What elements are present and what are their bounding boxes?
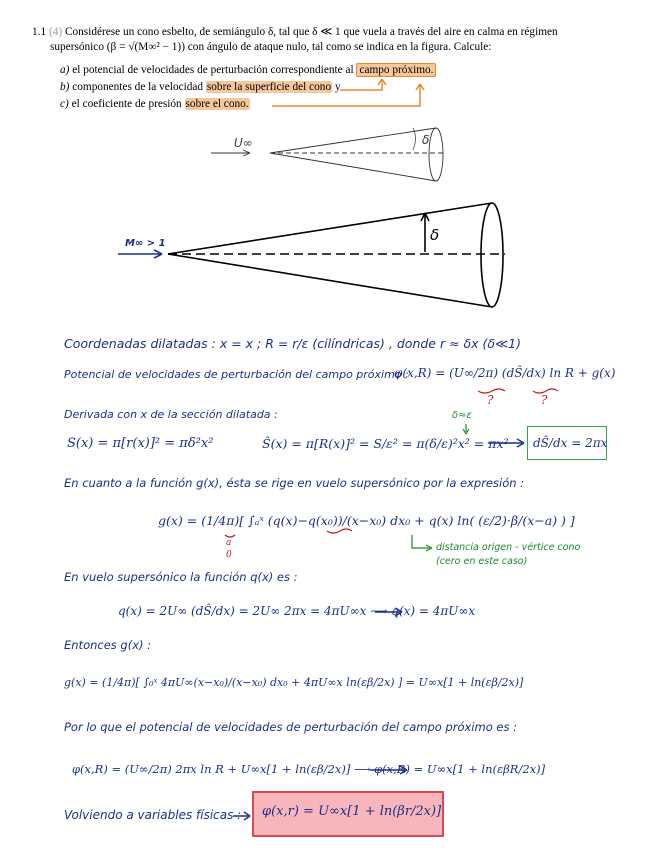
g-result-equation: g(x) = (1/4π)[ ∫₀ˣ 4πU∞(x−x₀)/(x−x₀) dx₀ + 4πU∞x ln(εβ/2x) ] = U∞x[1 + ln(εβ/2x)]: [64, 676, 524, 689]
difficulty-badge: (4): [48, 26, 63, 38]
distance-note-2: (cero en este caso): [436, 556, 528, 567]
coords-line: Coordenadas dilatadas : x = x ; R = r/ε (cilíndricas) , donde r ≈ δx (δ≪1): [64, 336, 521, 351]
then-label: Entonces g(x) :: [64, 638, 152, 652]
highlight-campo-proximo: campo próximo.: [356, 63, 436, 77]
return-label: Volviendo a variables físicas :: [64, 808, 242, 822]
q-intro: En vuelo supersónico la función q(x) es :: [64, 570, 298, 584]
delta-label-small: δ: [422, 133, 430, 147]
delta-label-large: δ: [430, 226, 440, 244]
conclusion-line: Por lo que el potencial de velocidades de perturbación del campo próximo es :: [64, 720, 517, 734]
large-cone-figure: [168, 203, 505, 307]
highlight-sobre-cono: sobre el cono.: [185, 98, 249, 110]
shat-equation: Ŝ(x) = π[R(x)]² = S/ε² = π(δ/ε)²x² = πx²: [262, 436, 509, 451]
potential-intro: Potencial de velocidades de perturbación del campo próximo :: [64, 368, 409, 381]
question-mark-1: ?: [487, 393, 494, 407]
final-equation: φ(x,r) = U∞x[1 + ln(βr/2x)]: [262, 804, 442, 819]
problem-number: 1.1: [32, 26, 47, 38]
problem-line-1: Considérese un cono esbelto, de semiángulo δ, tal que δ ≪ 1 que vuela a través del aire en calma en régimen: [64, 26, 558, 38]
item-c: c) el coeficiente de presión sobre el cono.: [60, 98, 249, 110]
derivative-result: dŜ/dx = 2πx: [533, 436, 608, 450]
question-mark-2: ?: [541, 393, 548, 407]
phi-equation: φ(x,R) = (U∞/2π) 2πx ln R + U∞x[1 + ln(εβ/2x)] ⟶ φ(x,R) = U∞x[1 + ln(εβR/2x)]: [72, 762, 546, 776]
lower-limit-zero: 0: [226, 550, 232, 560]
g-intro: En cuanto a la función g(x), ésta se rige en vuelo supersónico por la expresión :: [64, 476, 525, 490]
s-equation: S(x) = π[r(x)]² = πδ²x²: [67, 436, 214, 451]
item-a: a) el potencial de velocidades de perturbación correspondiente al campo próximo.: [60, 64, 436, 77]
g-equation: g(x) = (1/4π)[ ∫ₐˣ (q(x)−q(x₀))/(x−x₀) dx₀ + q(x) ln( (ε/2)·β/(x−a) ) ]: [158, 513, 575, 528]
item-b: b) componentes de la velocidad sobre la superficie del cono y: [60, 81, 341, 93]
mach-arrow: [118, 250, 162, 258]
problem-line-2: supersónico (β = √(M∞² − 1)) con ángulo de ataque nulo, tal como se indica en la figura. Calcule:: [50, 41, 492, 53]
q-equation: q(x) = 2U∞ (dŜ/dx) = 2U∞ 2πx = 4πU∞x ⟶ q(x) = 4πU∞x: [118, 604, 476, 618]
distance-note: distancia origen - vértice cono: [436, 542, 581, 553]
distance-note-line: [412, 535, 432, 551]
eps-note-arrow: [463, 424, 469, 434]
phi-arrow: [233, 608, 407, 820]
mach-label: M∞ > 1: [125, 238, 166, 249]
derive-intro: Derivada con x de la sección dilatada :: [64, 408, 278, 421]
orange-connector: [272, 79, 424, 106]
highlight-superficie: sobre la superficie del cono: [206, 81, 332, 93]
u-infinity-label: U∞: [234, 136, 253, 150]
lower-limit-a: a: [226, 538, 232, 548]
eps-note: δ≈ε: [452, 410, 472, 421]
potential-equation: φ(x,R) = (U∞/2π) (dŜ/dx) ln R + g(x): [394, 366, 616, 380]
